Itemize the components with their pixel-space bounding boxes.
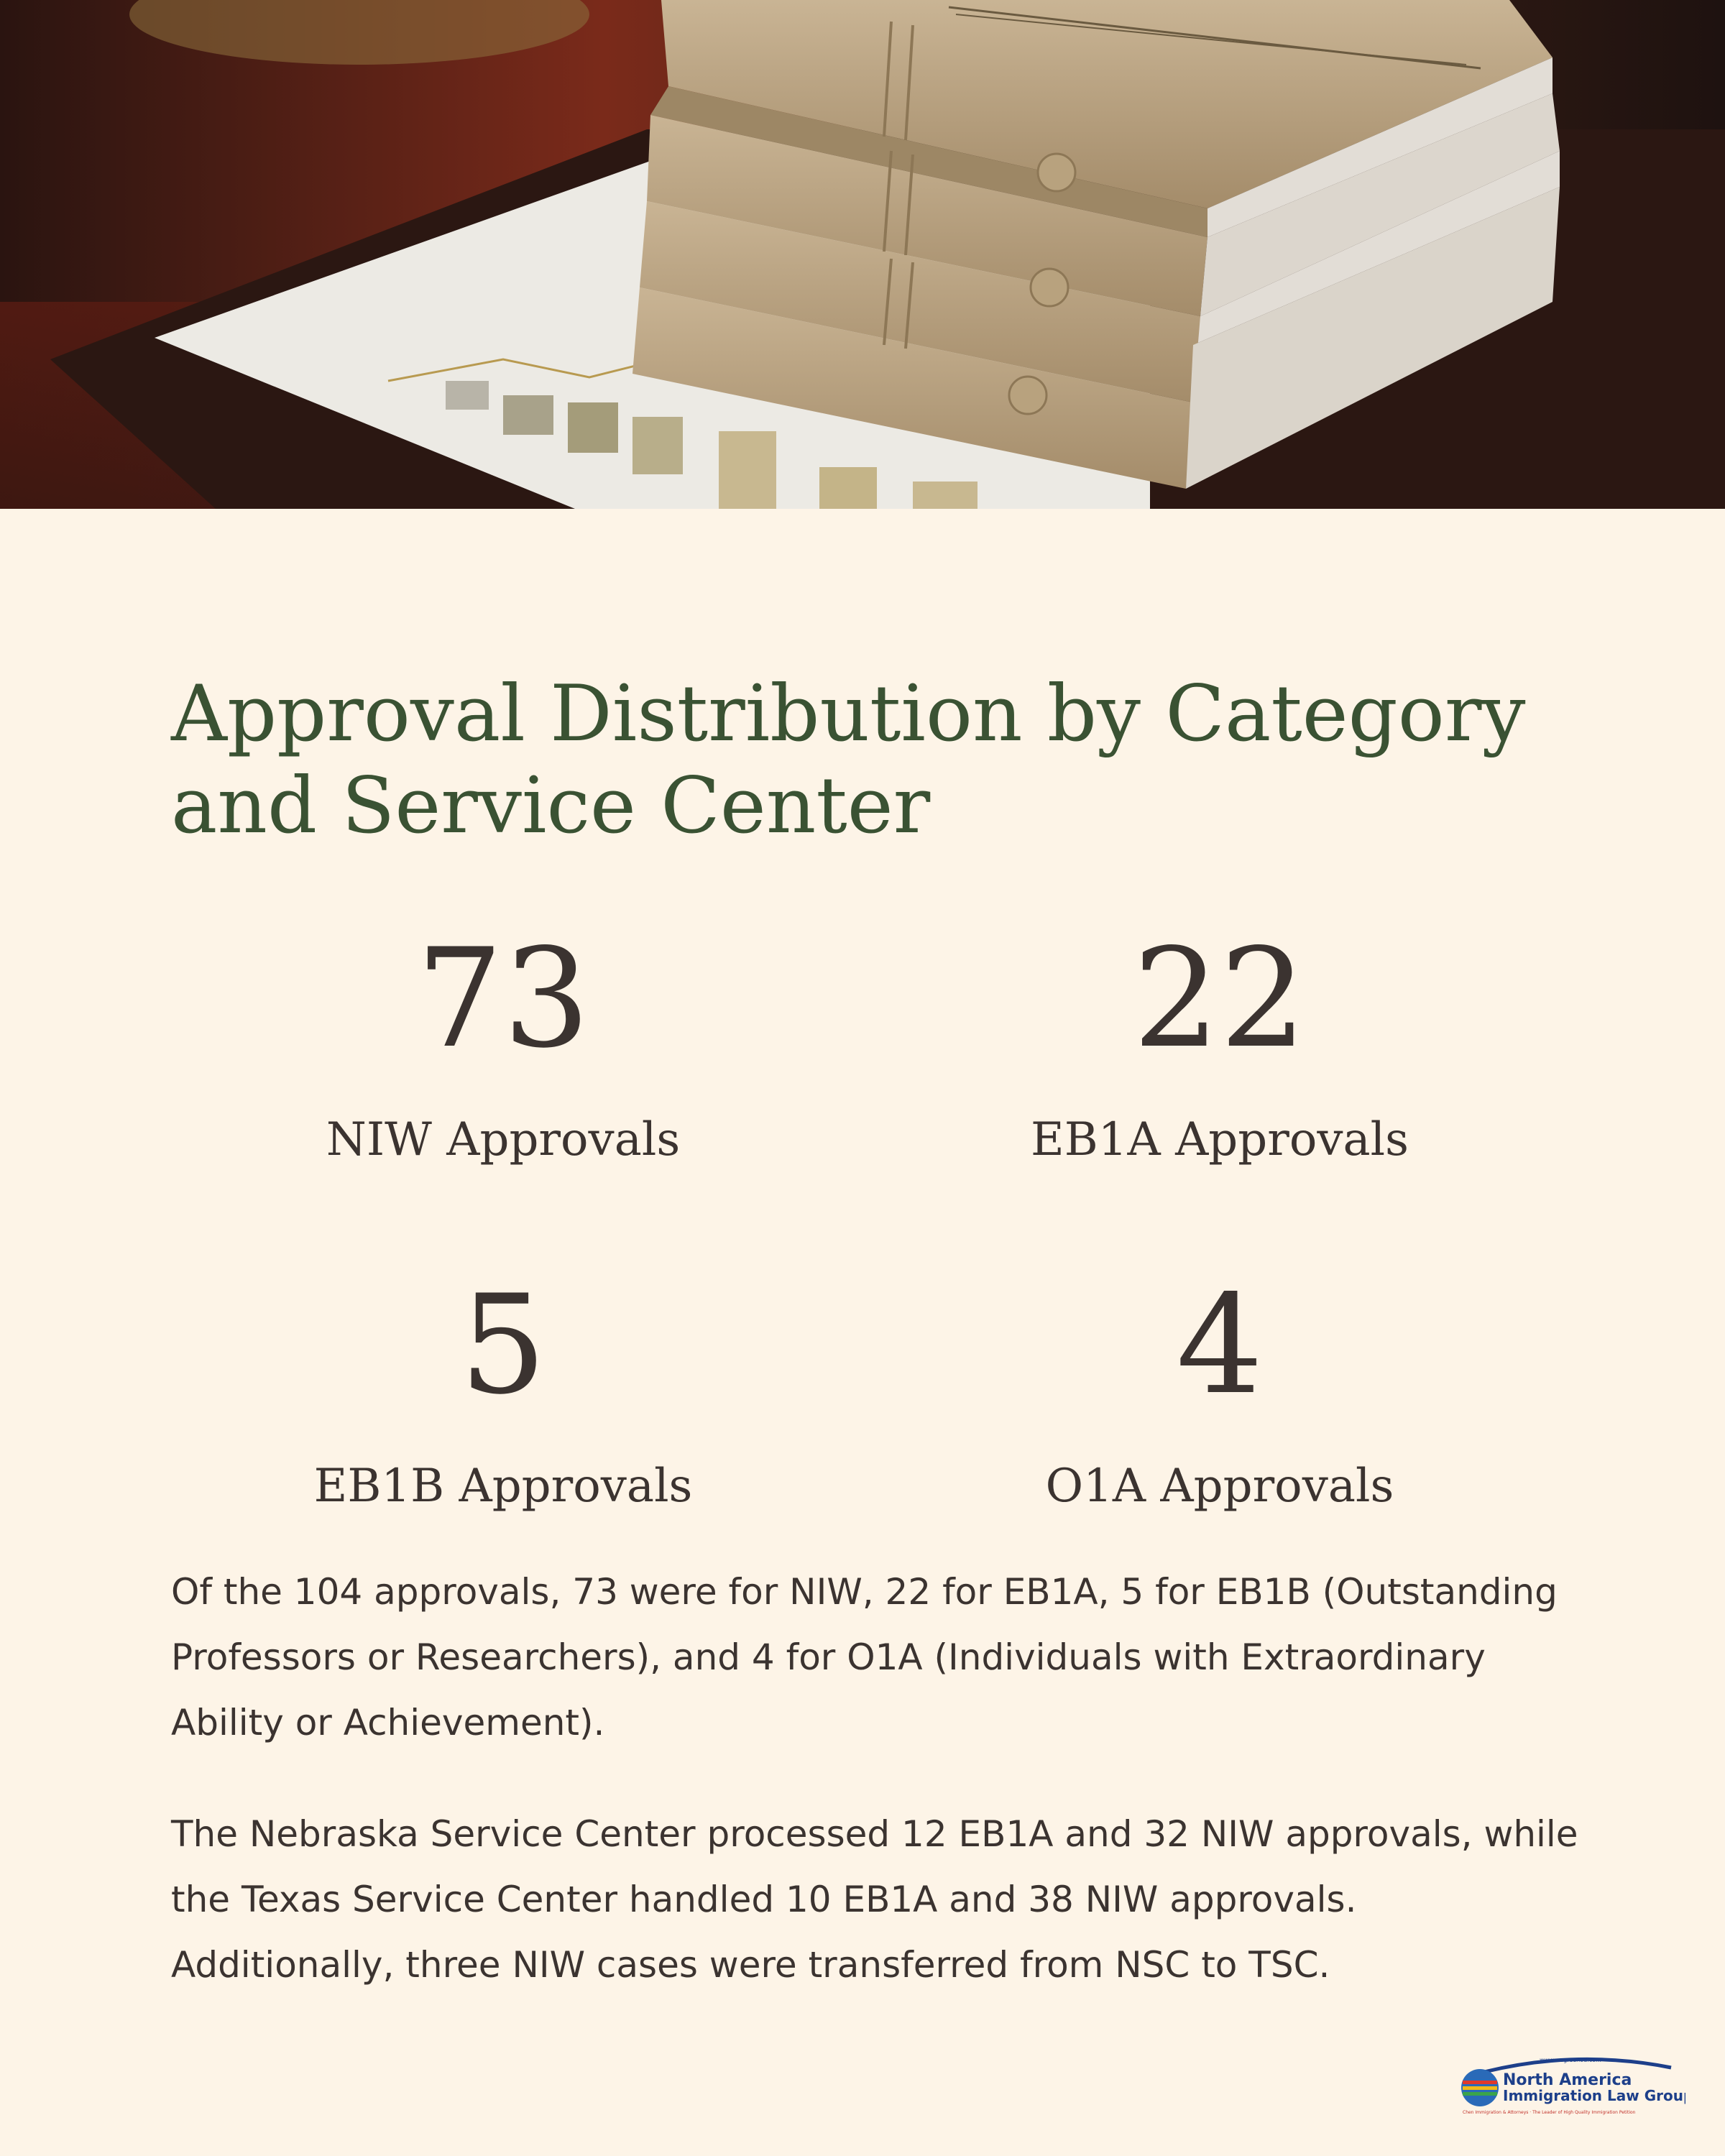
page-title: Approval Distribution by Category and Service Center bbox=[171, 669, 1526, 851]
stat-label: O1A Approvals bbox=[1045, 1460, 1394, 1513]
stat-niw bbox=[180, 919, 827, 1169]
logo-name-line1: North America bbox=[1503, 2071, 1632, 2089]
logo-name-line2: Immigration Law Group bbox=[1503, 2087, 1685, 2104]
service-center-paragraph: The Nebraska Service Center processed 12 EB1A and 32 NIW approvals, while the Texas Service Center handled 10 EB1A and 38 NIW approvals. Additionally, three NIW cases were transferred from NSC to TSC. bbox=[171, 1813, 1578, 1986]
stat-label: EB1B Approvals bbox=[313, 1460, 693, 1513]
stat-value: 4 bbox=[1176, 1266, 1264, 1424]
stat-eb1b bbox=[180, 1266, 827, 1515]
stat-o1a bbox=[896, 1266, 1543, 1515]
summary-paragraph: Of the 104 approvals, 73 were for NIW, 22 for EB1A, 5 for EB1B (Outstanding Professors or Researchers), and 4 for O1A (Individuals with Extraordinary Ability or Achievement). bbox=[171, 1571, 1558, 1743]
stat-label: EB1A Approvals bbox=[1031, 1113, 1409, 1166]
company-logo bbox=[1455, 2052, 1685, 2118]
stat-value: 5 bbox=[459, 1266, 547, 1424]
logo-tagline: Chen Immigration & Attorneys · The Leader of High Quality Immigration Petition bbox=[1463, 2110, 1636, 2115]
hero-image bbox=[0, 0, 1725, 509]
logo-url: www.wegreened.com bbox=[1540, 2057, 1601, 2063]
stat-label: NIW Approvals bbox=[326, 1113, 681, 1166]
stat-value: 73 bbox=[416, 919, 590, 1078]
stat-value: 22 bbox=[1133, 919, 1307, 1078]
stat-eb1a bbox=[896, 919, 1543, 1169]
